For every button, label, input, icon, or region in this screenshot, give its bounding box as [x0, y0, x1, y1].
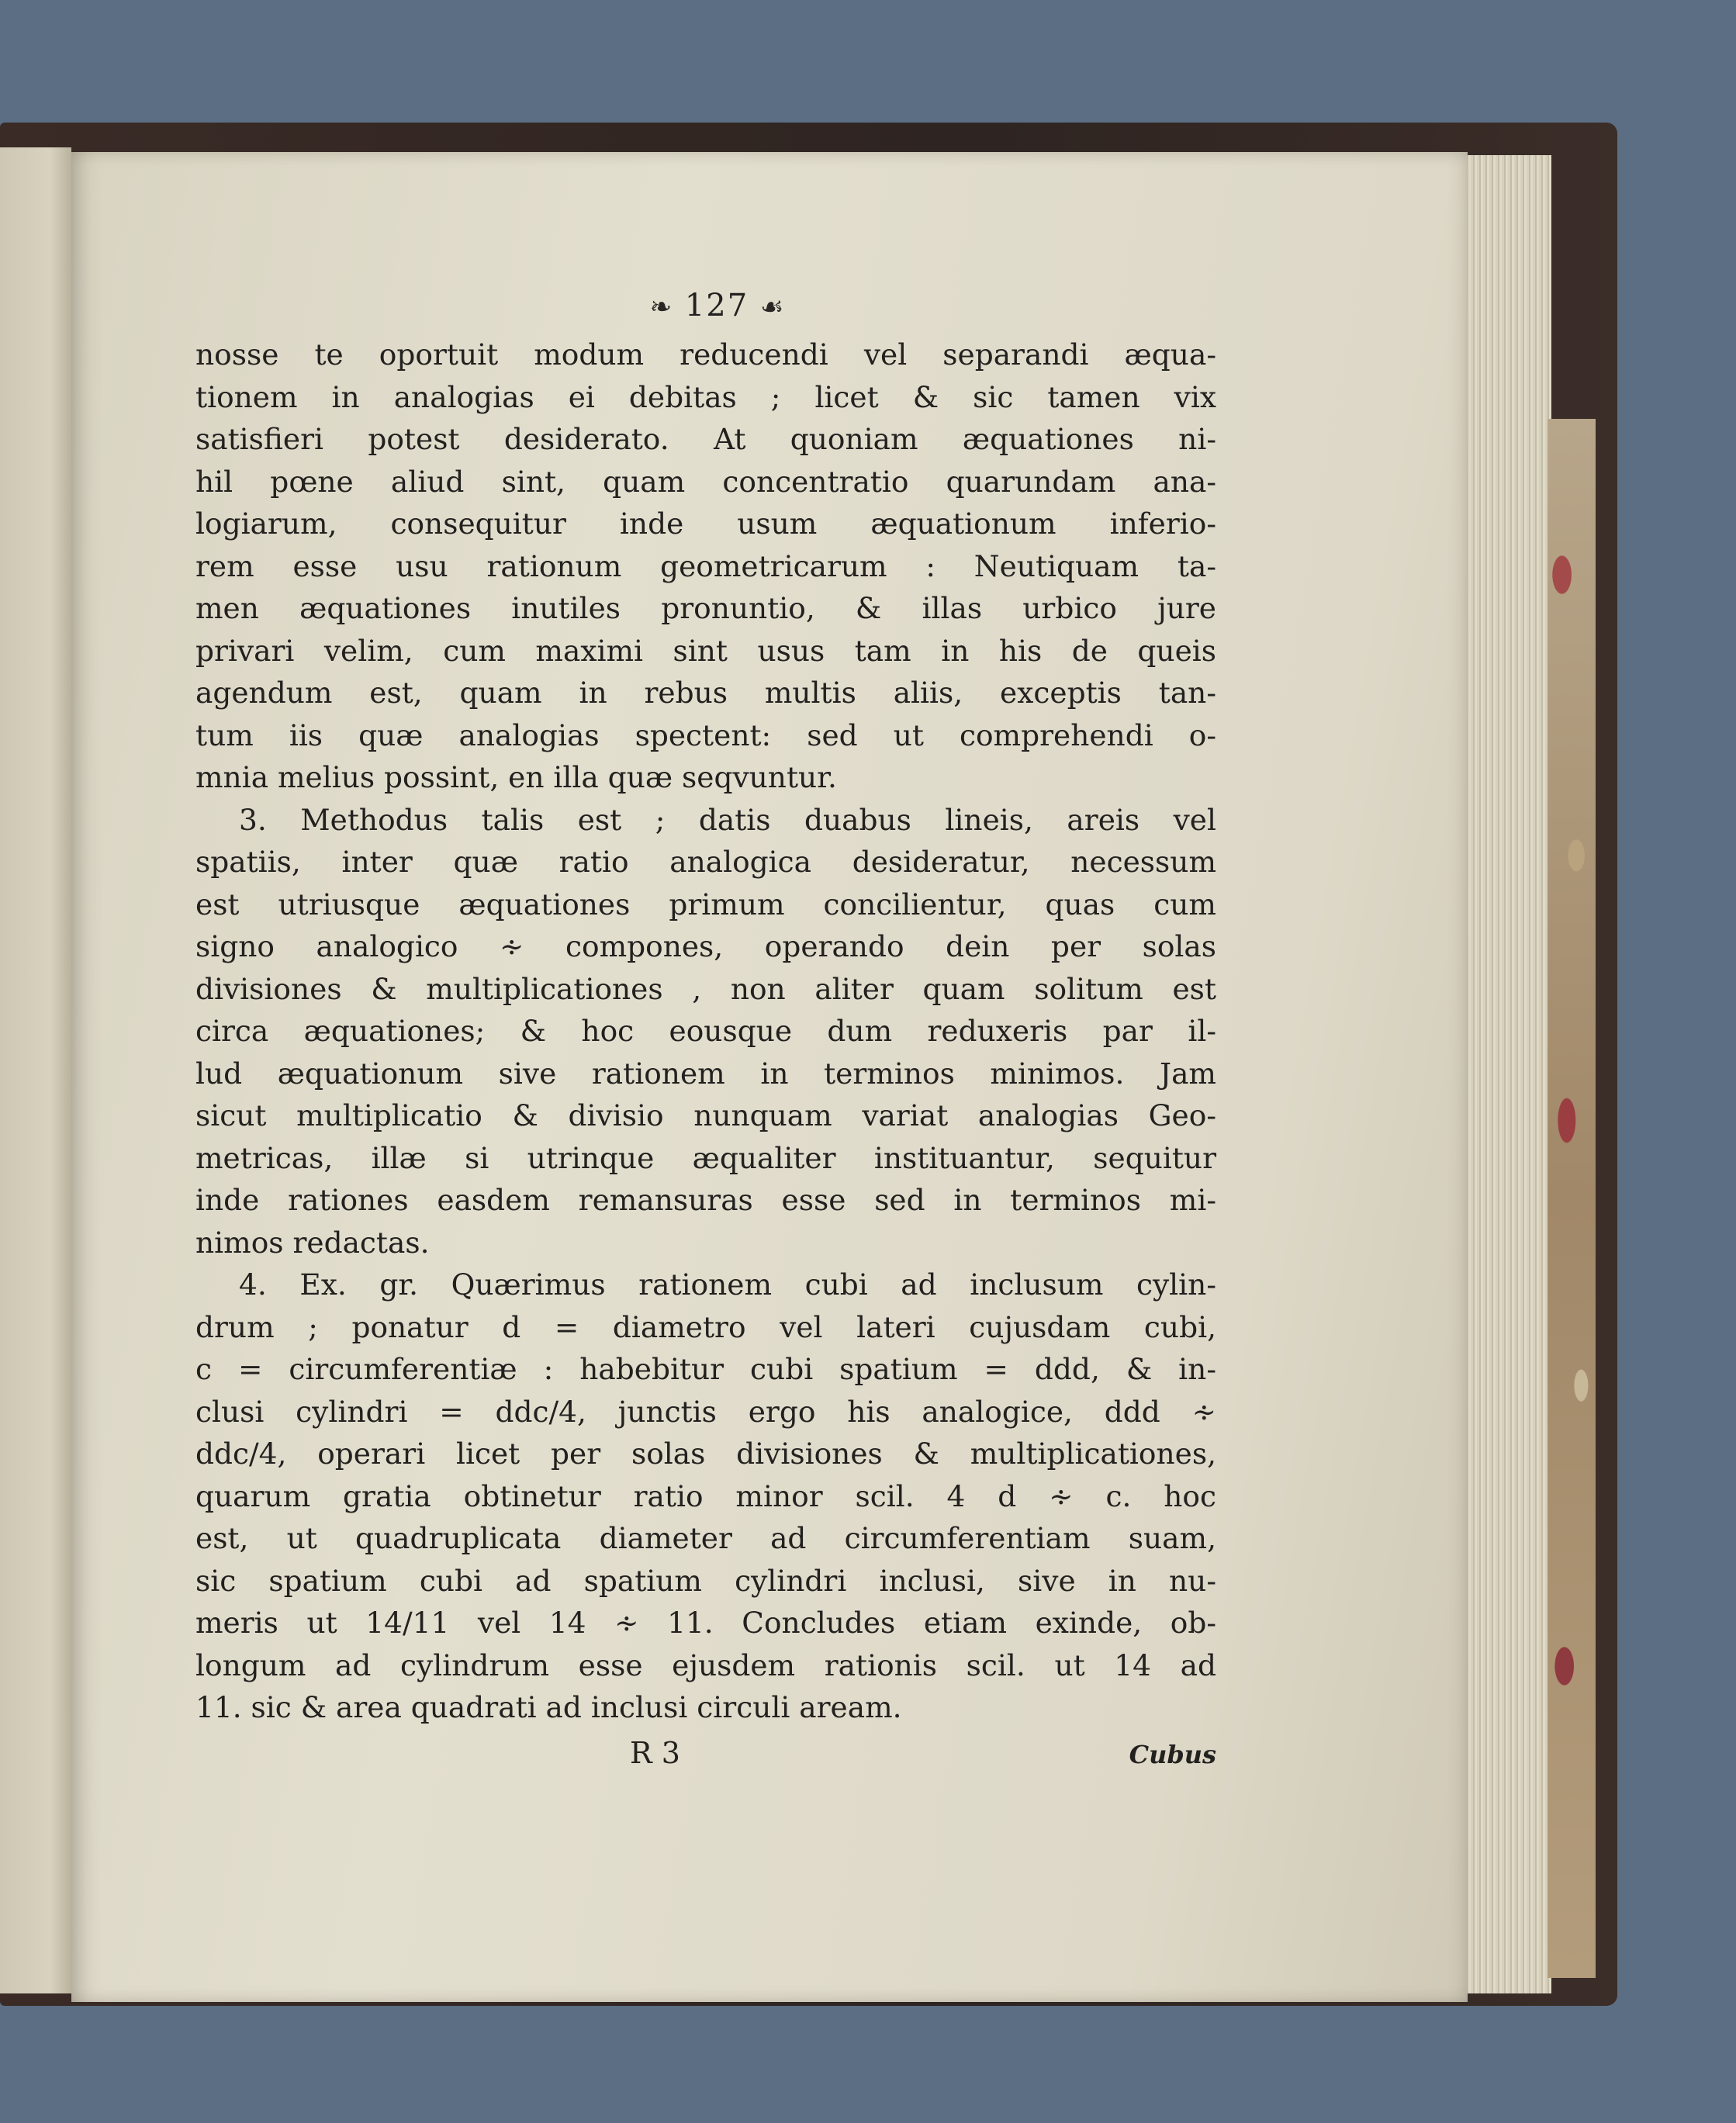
- page-fore-edge: [1458, 155, 1551, 1993]
- text-line: nosse te oportuit modum reducendi vel separandi æqua-: [195, 337, 1216, 372]
- text-line: agendum est, quam in rebus multis aliis, exceptis tan-: [195, 676, 1216, 710]
- page-header: [219, 282, 1216, 334]
- text-line: 11. sic & area quadrati ad inclusi circuli aream.: [195, 1690, 902, 1724]
- text-line: quarum gratia obtinetur ratio minor scil. 4 d ∻ c. hoc: [195, 1478, 1216, 1513]
- page-text: [195, 282, 1216, 1776]
- text-line: signo analogico ∻ compones, operando dein per solas: [195, 929, 1216, 963]
- text-line: privari velim, cum maximi sint usus tam in his de queis: [195, 633, 1216, 668]
- text-line: longum ad cylindrum esse ejusdem rationis scil. ut 14 ad: [195, 1648, 1216, 1682]
- text-line: mnia melius possint, en illa quæ seqvuntur.: [195, 760, 837, 794]
- page-footer: [195, 1732, 1216, 1776]
- marbled-endpaper: [1548, 419, 1596, 1978]
- text-line: rem esse usu rationum geometricarum : Neutiquam ta-: [195, 548, 1216, 583]
- text-line: inde rationes easdem remansuras esse sed in terminos mi-: [195, 1183, 1216, 1217]
- text-line: nimos redactas.: [195, 1225, 430, 1260]
- text-line: 3. Methodus talis est ; datis duabus lineis, areis vel: [239, 802, 1216, 837]
- text-line: logiarum, consequitur inde usum æquationum inferio-: [195, 507, 1216, 541]
- text-line: est, ut quadruplicata diameter ad circumferentiam suam,: [195, 1521, 1216, 1555]
- page-number: 127: [684, 288, 749, 323]
- catchword: Cubus: [1129, 1739, 1216, 1769]
- text-line: sicut multiplicatio & divisio nunquam variat analogias Geo-: [195, 1098, 1216, 1132]
- left-page-edge: [0, 147, 71, 1993]
- text-line: clusi cylindri = ddc/4, junctis ergo his analogice, ddd ∻: [195, 1394, 1216, 1429]
- text-line: meris ut 14/11 vel 14 ∻ 11. Concludes etiam exinde, ob-: [195, 1606, 1216, 1640]
- text-line: metricas, illæ si utrinque æqualiter instituantur, sequitur: [195, 1140, 1216, 1175]
- text-line: c = circumferentiæ : habebitur cubi spatium = ddd, & in-: [195, 1352, 1216, 1386]
- text-line: drum ; ponatur d = diametro vel lateri cujusdam cubi,: [195, 1309, 1216, 1344]
- text-line: divisiones & multiplicationes , non aliter quam solitum est: [195, 971, 1216, 1006]
- ornament-right-icon: ☙: [759, 292, 786, 323]
- text-line: hil pœne aliud sint, quam concentratio quarundam ana-: [195, 464, 1216, 499]
- text-line: spatiis, inter quæ ratio analogica desideratur, necessum: [195, 845, 1216, 879]
- text-line: tum iis quæ analogias spectent: sed ut comprehendi o-: [195, 717, 1216, 752]
- signature-mark: R 3: [630, 1735, 680, 1770]
- text-line: 4. Ex. gr. Quærimus rationem cubi ad inclusum cylin-: [239, 1267, 1216, 1302]
- right-page: [71, 152, 1468, 2002]
- text-line: est utriusque æquationes primum concilientur, quas cum: [195, 887, 1216, 921]
- text-line: men æquationes inutiles pronuntio, & illas urbico jure: [195, 591, 1216, 625]
- text-line: satisfieri potest desiderato. At quoniam æquationes ni-: [195, 422, 1216, 456]
- ornament-left-icon: ❧: [649, 292, 674, 323]
- text-line: ddc/4, operari licet per solas divisiones & multiplicationes,: [195, 1437, 1216, 1471]
- text-line: circa æquationes; & hoc eousque dum reduxeris par il-: [195, 1014, 1216, 1048]
- text-line: lud æquationum sive rationem in terminos minimos. Jam: [195, 1056, 1216, 1091]
- text-line: sic spatium cubi ad spatium cylindri inclusi, sive in nu-: [195, 1563, 1216, 1598]
- text-line: tionem in analogias ei debitas ; licet & sic tamen vix: [195, 379, 1216, 414]
